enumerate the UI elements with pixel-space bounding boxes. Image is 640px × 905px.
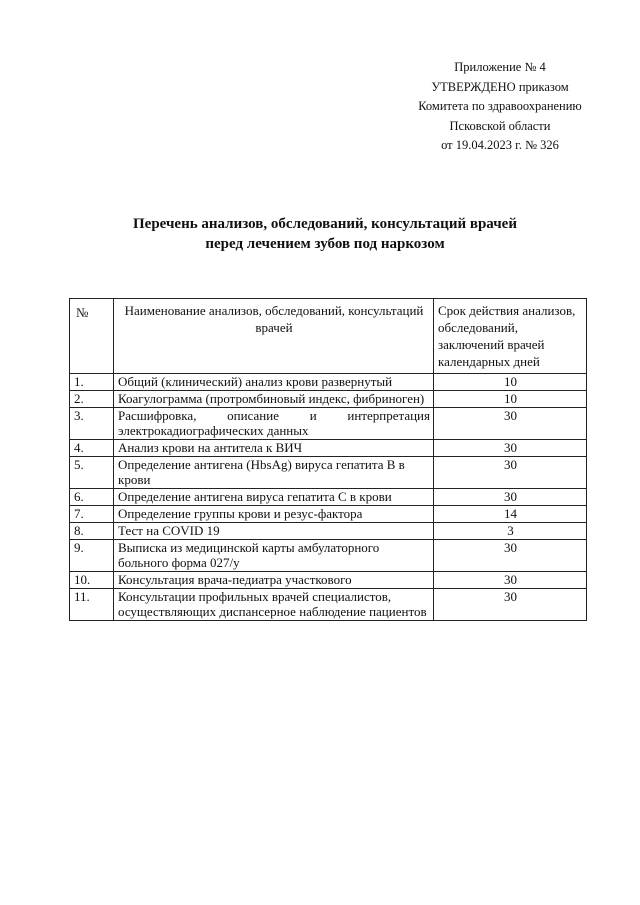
- row-name: Расшифровка, описание и интерпретация электрокадиографических данных: [114, 408, 434, 440]
- row-number: 1.: [70, 374, 114, 391]
- table-row: [70, 589, 587, 621]
- row-validity: 30: [434, 440, 587, 457]
- table-row: [70, 374, 587, 391]
- title-line-2: перед лечением зубов под наркозом: [205, 236, 445, 252]
- row-name: Определение антигена (HbsAg) вируса гепатита В в крови: [114, 457, 434, 489]
- row-name: Определение группы крови и резус-фактора: [114, 506, 434, 523]
- row-validity: 30: [434, 589, 587, 621]
- row-validity: 30: [434, 457, 587, 489]
- region-name: Псковской области: [449, 118, 551, 133]
- row-name: Тест на COVID 19: [114, 523, 434, 540]
- row-validity: 10: [434, 374, 587, 391]
- header-number: №: [70, 299, 114, 374]
- table-row: [70, 408, 587, 440]
- table-row: [70, 506, 587, 523]
- table-row: [70, 523, 587, 540]
- row-name: Анализ крови на антитела к ВИЧ: [114, 440, 434, 457]
- row-name: Консультация врача-педиатра участкового: [114, 572, 434, 589]
- examinations-table: [69, 298, 587, 621]
- order-date-number: от 19.04.2023 г. № 326: [441, 138, 559, 152]
- approved-by-order: УТВЕРЖДЕНО приказом: [431, 79, 569, 94]
- row-validity: 10: [434, 391, 587, 408]
- row-validity: 30: [434, 408, 587, 440]
- row-number: 4.: [70, 440, 114, 457]
- row-name: Определение антигена вируса гепатита С в крови: [114, 489, 434, 506]
- row-number: 7.: [70, 506, 114, 523]
- document-title: [60, 214, 590, 254]
- table-header-row: [70, 299, 587, 374]
- table-row: [70, 440, 587, 457]
- row-validity: 30: [434, 540, 587, 572]
- row-name: Коагулограмма (протромбиновый индекс, фибриноген): [114, 391, 434, 408]
- table-row: [70, 572, 587, 589]
- table-row: [70, 457, 587, 489]
- row-number: 10.: [70, 572, 114, 589]
- table-row: [70, 489, 587, 506]
- approval-block: [395, 58, 605, 156]
- row-validity: 30: [434, 489, 587, 506]
- row-name: Общий (клинический) анализ крови развернутый: [114, 374, 434, 391]
- committee-name: Комитета по здравоохранению: [418, 99, 582, 113]
- header-validity: Срок действия анализов, обследований, заключений врачей календарных дней: [434, 299, 587, 374]
- row-number: 8.: [70, 523, 114, 540]
- row-number: 2.: [70, 391, 114, 408]
- row-name: Выписка из медицинской карты амбулаторного больного форма 027/у: [114, 540, 434, 572]
- row-number: 11.: [70, 589, 114, 621]
- header-name: Наименование анализов, обследований, консультаций врачей: [114, 299, 434, 374]
- row-validity: 14: [434, 506, 587, 523]
- row-number: 6.: [70, 489, 114, 506]
- row-number: 9.: [70, 540, 114, 572]
- table-row: [70, 540, 587, 572]
- title-line-1: Перечень анализов, обследований, консультаций врачей: [133, 216, 517, 232]
- row-name: Консультации профильных врачей специалистов, осуществляющих диспансерное наблюдение пациентов: [114, 589, 434, 621]
- row-number: 3.: [70, 408, 114, 440]
- appendix-number: Приложение № 4: [454, 60, 546, 74]
- row-number: 5.: [70, 457, 114, 489]
- row-validity: 3: [434, 523, 587, 540]
- row-validity: 30: [434, 572, 587, 589]
- table-row: [70, 391, 587, 408]
